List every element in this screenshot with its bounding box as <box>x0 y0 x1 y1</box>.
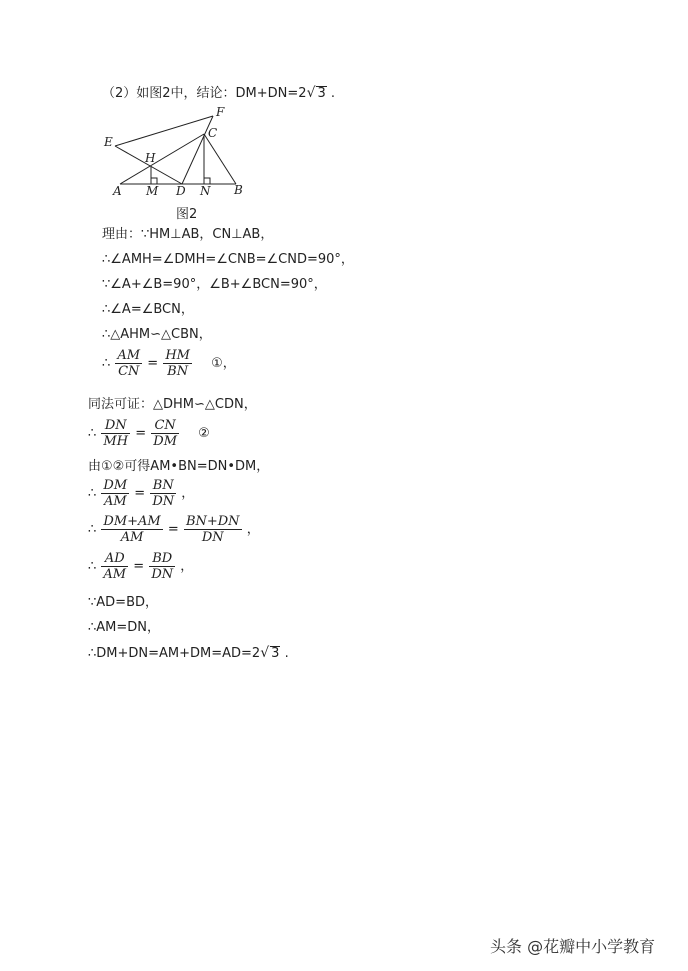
fraction-numerator: BN <box>150 478 176 494</box>
equals-sign: = <box>135 425 147 441</box>
fraction-ad-am <box>101 551 128 582</box>
sqrt-sign: √ <box>306 85 316 101</box>
equals-sign: = <box>133 558 145 574</box>
conclusion-tail: . <box>330 86 336 101</box>
segment-ef <box>115 116 213 146</box>
therefore-symbol: ∴ <box>102 355 111 371</box>
label-a: A <box>113 184 122 198</box>
fraction-numerator: DM+AM <box>103 514 161 529</box>
fraction-denominator: BN <box>167 364 189 379</box>
fraction-numerator: BD <box>149 551 175 567</box>
therefore-symbol: ∴ <box>88 485 97 501</box>
fraction-denominator: AM <box>120 530 144 545</box>
proof-step-3: ∴∠A=∠BCN， <box>102 302 194 317</box>
label-f: F <box>216 105 225 119</box>
watermark: 头条 @花瓣中小学教育 <box>490 937 656 956</box>
sqrt-radicand: 3 <box>271 646 280 661</box>
sqrt-sign: √ <box>260 645 270 661</box>
reason-line: 理由：∵HM⊥AB，CN⊥AB， <box>102 227 274 242</box>
segment-ac <box>120 134 204 184</box>
conclusion-text: （2）如图2中，结论：DM+DN=2 <box>102 86 307 101</box>
fraction-dm-am <box>101 478 129 509</box>
fraction-numerator: AM <box>117 348 141 363</box>
label-h: H <box>145 151 156 165</box>
fraction-am-cn <box>115 348 142 379</box>
fraction-denominator: AM <box>103 494 127 509</box>
therefore-symbol: ∴ <box>88 425 97 441</box>
label-n: N <box>200 184 211 198</box>
ratio-line-1 <box>102 348 236 379</box>
fraction-numerator: AD <box>101 551 128 567</box>
proof-step-6: ∴AM=DN， <box>88 620 161 635</box>
fraction-dm-am-sum <box>101 514 162 545</box>
therefore-symbol: ∴ <box>88 521 97 537</box>
therefore-symbol: ∴ <box>88 558 97 574</box>
fraction-denominator: AM <box>103 567 127 582</box>
combine-line: 由①②可得AM•BN=DN•DM， <box>88 459 270 474</box>
label-c: C <box>208 126 218 140</box>
proof-step-1: ∴∠AMH=∠DMH=∠CNB=∠CND=90°， <box>102 252 354 267</box>
figure-caption: 图2 <box>176 207 198 222</box>
proof-step-5: ∵AD=BD， <box>88 595 158 610</box>
label-d: D <box>176 184 186 198</box>
fraction-denominator: DN <box>201 530 224 545</box>
sqrt-radicand: 3 <box>317 86 326 101</box>
fraction-numerator: BN+DN <box>185 514 240 529</box>
ratio-line-3 <box>88 478 194 509</box>
fraction-numerator: HM <box>165 348 190 363</box>
equals-sign: = <box>167 521 179 537</box>
fraction-bd-dn <box>149 551 175 582</box>
fraction-bn-dn <box>150 478 176 509</box>
equals-sign: = <box>147 355 159 371</box>
fraction-hm-bn <box>163 348 192 379</box>
comma: ， <box>181 485 195 501</box>
equation-marker: ② <box>198 425 210 441</box>
similar-line: 同法可证：△DHM∽△CDN， <box>88 397 257 412</box>
fraction-denominator: DM <box>153 434 177 449</box>
geometry-figure <box>100 104 260 200</box>
fraction-dn-mh <box>101 418 130 449</box>
fraction-denominator: MH <box>103 434 129 449</box>
final-line <box>88 644 289 663</box>
final-tail: . <box>284 646 289 661</box>
ratio-line-2 <box>88 418 210 449</box>
fraction-numerator: DN <box>101 418 130 434</box>
fraction-cn-dm <box>151 418 179 449</box>
conclusion-line <box>102 84 335 103</box>
fraction-denominator: CN <box>118 364 140 379</box>
label-b: B <box>234 183 243 197</box>
final-text: ∴DM+DN=AM+DM=AD=2 <box>88 646 261 661</box>
fraction-denominator: DN <box>152 494 175 509</box>
fraction-denominator: DN <box>151 567 174 582</box>
equals-sign: = <box>134 485 146 501</box>
ratio-line-5 <box>88 551 193 582</box>
label-m: M <box>146 184 159 198</box>
proof-step-4: ∴△AHM∽△CBN， <box>102 327 212 342</box>
segment-cb <box>204 134 236 184</box>
ratio-line-4 <box>88 514 260 545</box>
proof-step-2: ∵∠A+∠B=90°，∠B+∠BCN=90°， <box>102 277 327 292</box>
equation-marker: ①， <box>211 355 236 371</box>
comma: ， <box>180 558 194 574</box>
label-e: E <box>104 135 113 149</box>
fraction-numerator: DM <box>103 478 128 493</box>
comma: ， <box>246 521 260 537</box>
fraction-bn-dn-sum <box>184 514 242 545</box>
fraction-numerator: CN <box>151 418 179 434</box>
